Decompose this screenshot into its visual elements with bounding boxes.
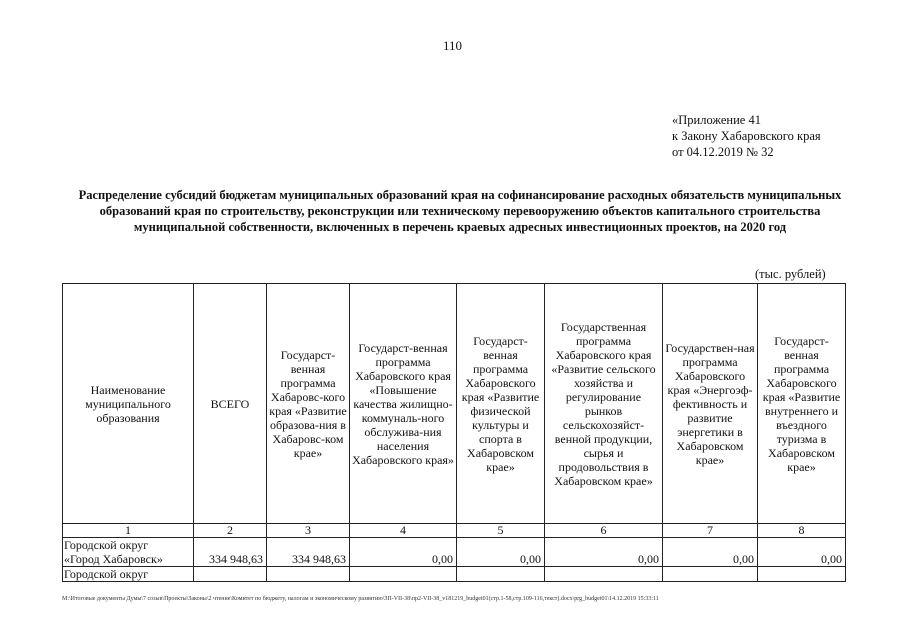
header-housing-program: Государст-венная программа Хабаровского края «Повышение качества жилищно-коммуналь-ного обслужива-ния населения Хабаровского края» [350, 284, 457, 524]
header-tourism-program: Государст-венная программа Хабаровского края «Развитие внутреннего и въездного туризма в Хабаровском крае» [758, 284, 846, 524]
empty-cell [350, 567, 457, 582]
column-number: 6 [545, 524, 663, 538]
header-municipality: Наименование муниципального образования [63, 284, 194, 524]
value-agriculture: 0,00 [545, 538, 663, 567]
header-sport-program: Государст-венная программа Хабаровского края «Развитие физической культуры и спорта в Хабаровском крае» [457, 284, 545, 524]
table-row [63, 538, 846, 567]
value-sport: 0,00 [457, 538, 545, 567]
municipality-name-line-2: «Город Хабаровск» [64, 552, 163, 566]
column-number: 3 [267, 524, 350, 538]
value-energy: 0,00 [663, 538, 758, 567]
unit-label: (тыс. рублей) [755, 267, 826, 281]
header-energy-program: Государствен-ная программа Хабаровского края «Энергоэф-фективность и развитие энергетики в Хабаровском крае» [663, 284, 758, 524]
appendix-line-1: «Приложение 41 [672, 113, 761, 127]
empty-cell [545, 567, 663, 582]
empty-cell [267, 567, 350, 582]
header-agriculture-program: Государственная программа Хабаровского края «Развитие сельского хозяйства и регулирование рынков сельскохозяйст-венной продукции, сырья и продовольствия в Хабаровском крае» [545, 284, 663, 524]
column-number: 1 [63, 524, 194, 538]
municipality-name-line-1: Городской округ [64, 538, 149, 552]
column-number-row [63, 524, 846, 538]
header-education-program: Государст-венная программа Хабаровс-кого края «Развитие образова-ния в Хабаровс-ком крае» [267, 284, 350, 524]
empty-cell [194, 567, 267, 582]
empty-cell [663, 567, 758, 582]
value-education: 334 948,63 [267, 538, 350, 567]
table-row [63, 567, 846, 582]
value-tourism: 0,00 [758, 538, 846, 567]
file-path-footer: M:\Итоговые документы Думы\7 созыв\Проекты\Законы\2 чтение\Комитет по бюджету, налогам и экономическому развитию\ЗП-VII-38\пр2-VII-38_v181219_budget01(стр.1-58,стр.109-116,текст).docx\prg_budget01\14.12.2019 15:33:11 [62, 596, 659, 602]
column-number: 2 [194, 524, 267, 538]
empty-cell [758, 567, 846, 582]
empty-cell [457, 567, 545, 582]
column-number: 4 [350, 524, 457, 538]
column-number: 5 [457, 524, 545, 538]
page-number: 110 [442, 38, 463, 53]
value-total: 334 948,63 [194, 538, 267, 567]
appendix-line-3: от 04.12.2019 № 32 [672, 145, 774, 159]
municipality-name [63, 538, 194, 567]
document-title: Распределение субсидий бюджетам муниципальных образований края на софинансирование расходных обязательств муниципальных образований края по строительству, реконструкции или техническому перевооружению объектов капитального строительства муниципальной собственности, включенных в перечень краевых адресных инвестиционных проектов, на 2020 год [78, 188, 842, 234]
municipality-name: Городской округ [63, 567, 194, 582]
header-row [63, 284, 846, 524]
appendix-line-2: к Закону Хабаровского края [672, 129, 821, 143]
value-housing: 0,00 [350, 538, 457, 567]
column-number: 8 [758, 524, 846, 538]
header-total: ВСЕГО [194, 284, 267, 524]
column-number: 7 [663, 524, 758, 538]
subsidy-table [62, 283, 846, 582]
appendix-reference [672, 112, 821, 160]
